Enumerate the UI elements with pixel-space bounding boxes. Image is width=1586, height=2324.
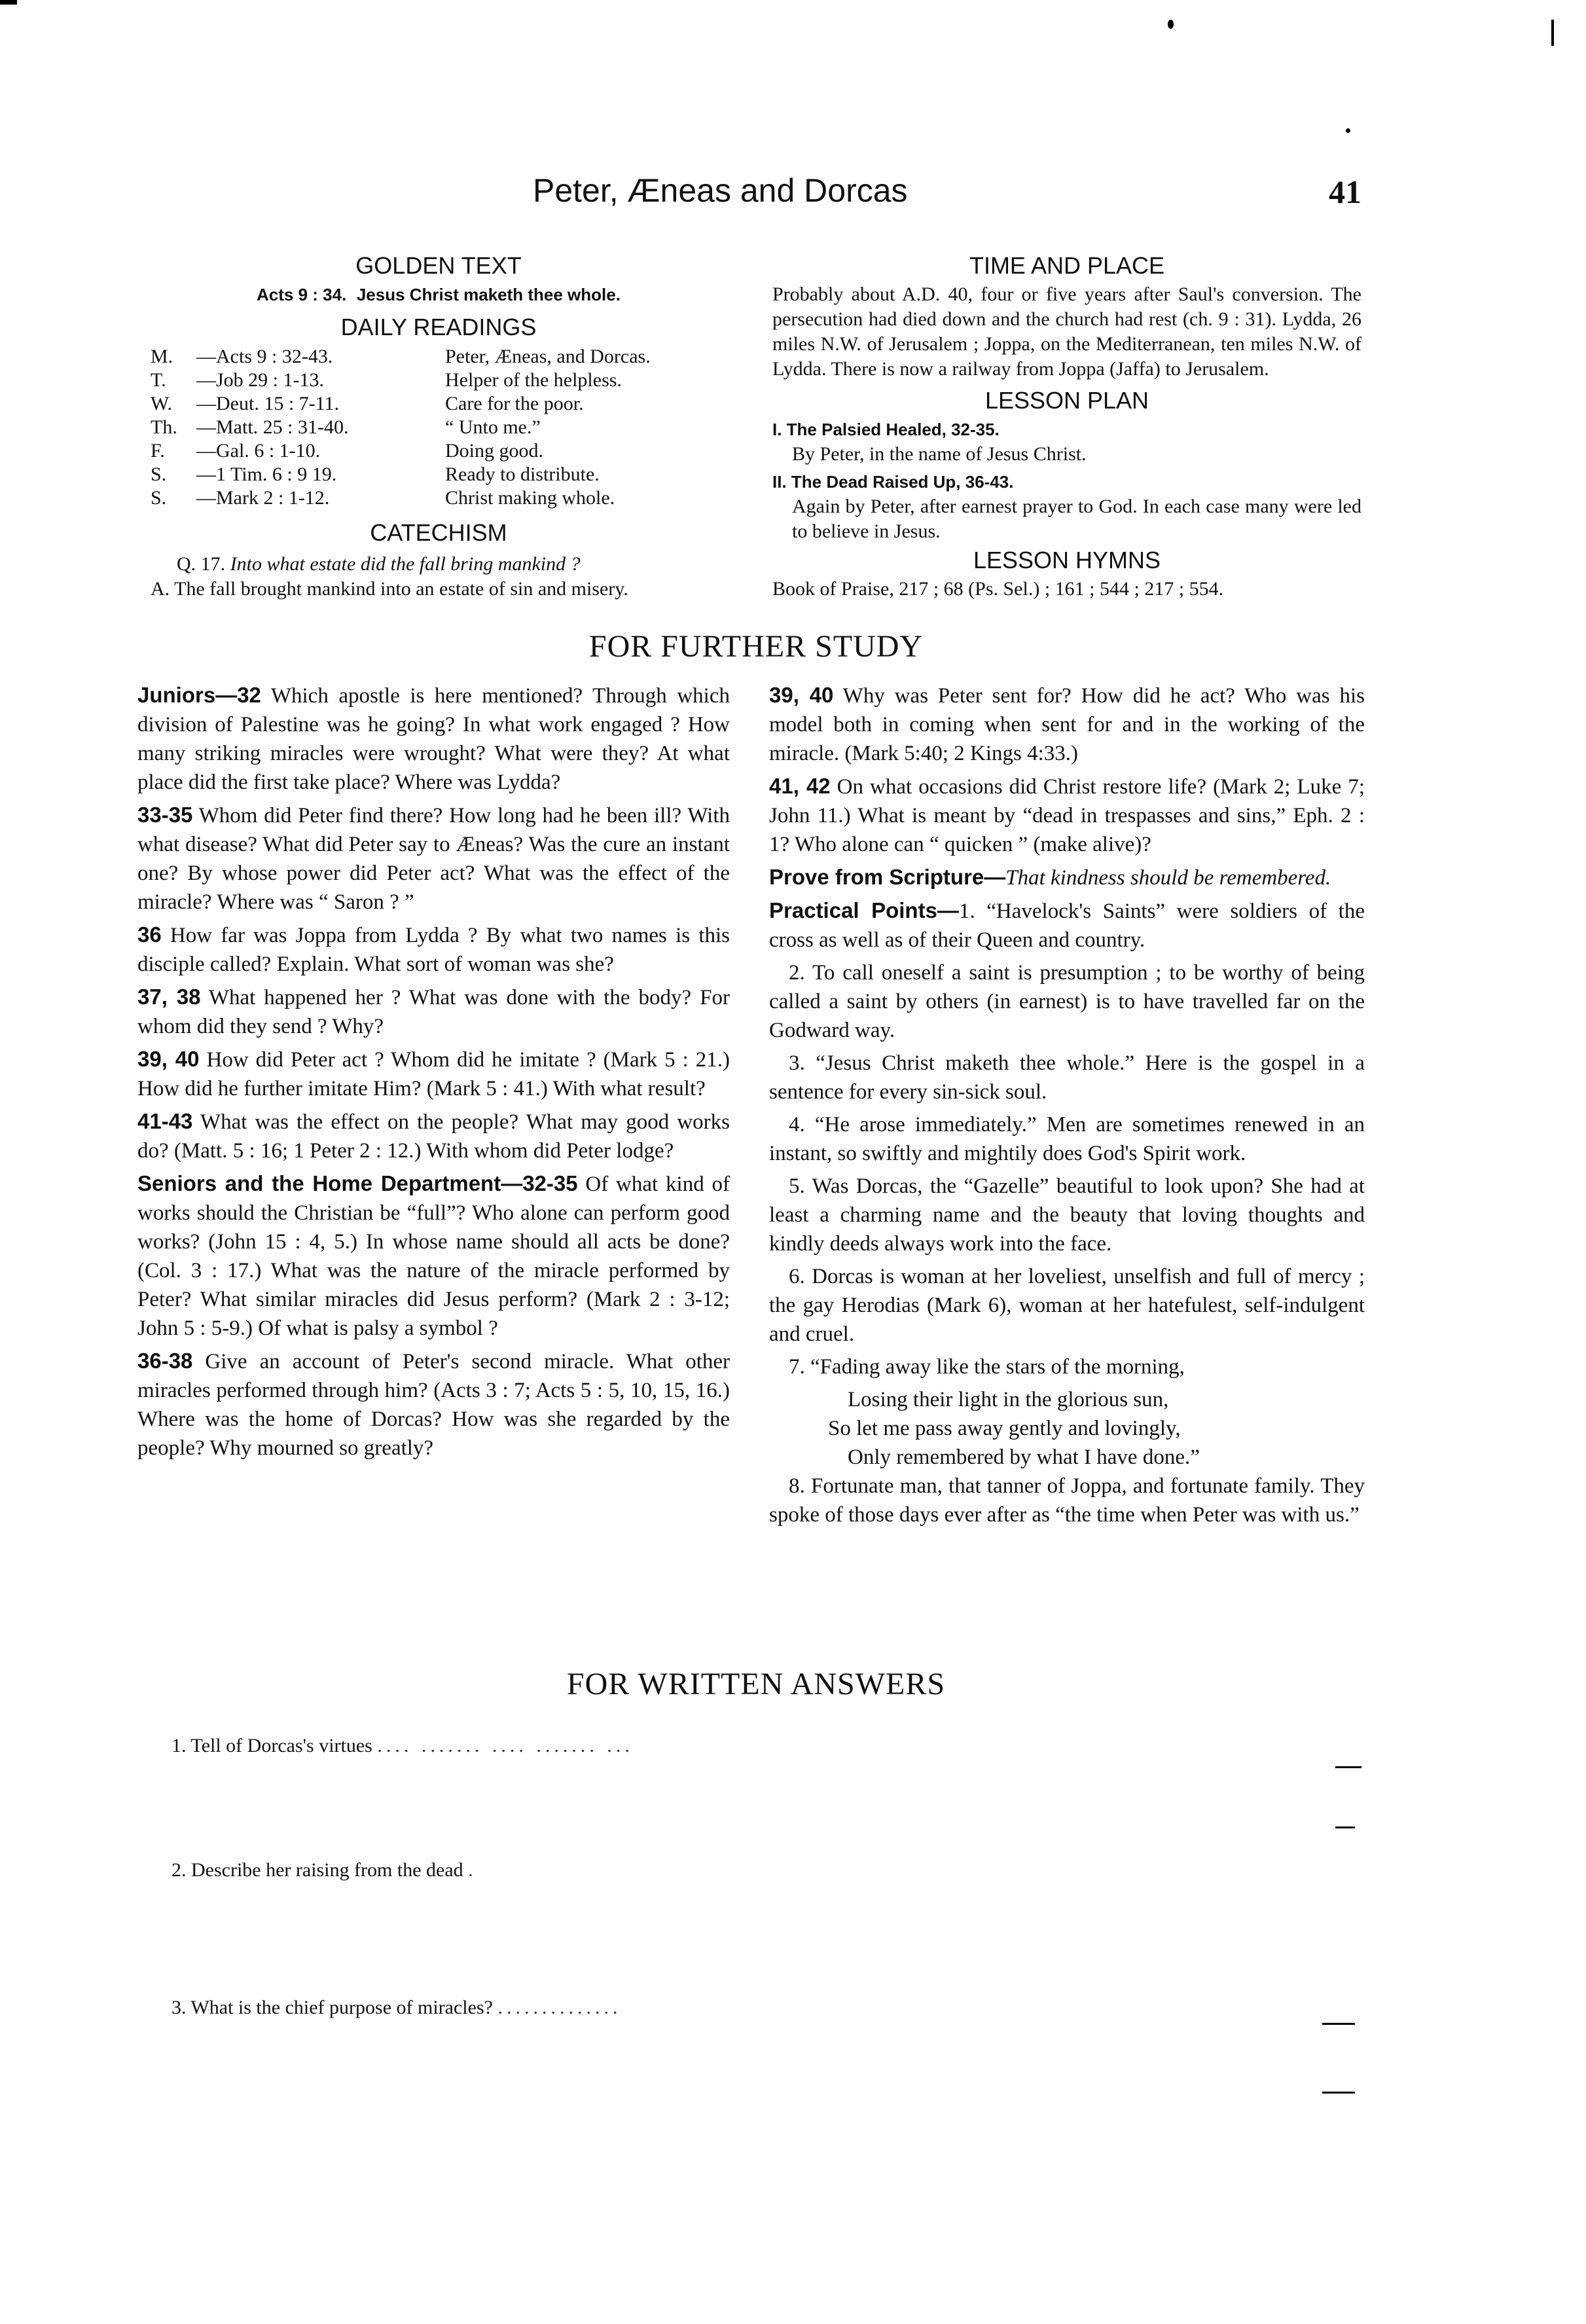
golden-text [151, 282, 727, 307]
study-paragraph [137, 983, 730, 1041]
time-place-heading: TIME AND PLACE [969, 252, 1165, 279]
answer-line-3[interactable]: .............. [497, 1997, 622, 2018]
golden-text-heading: GOLDEN TEXT [355, 252, 522, 279]
practical-point-text: 1. “Havelock's Saints” were soldiers of the cross as well as of their Queen and country. [769, 899, 1365, 952]
lesson-hymns-text: Book of Praise, 217 ; 68 (Ps. Sel.) ; 161 ; 544 ; 217 ; 554. [772, 578, 1224, 600]
reading-ref: —Gal. 6 : 1-10. [196, 440, 321, 462]
practical-points-1 [769, 896, 1365, 954]
reading-row [151, 486, 727, 510]
question-3-text: 3. What is the chief purpose of miracles? [171, 1997, 493, 2018]
further-study-heading: FOR FURTHER STUDY [588, 629, 924, 664]
plan-item-1-text: By Peter, in the name of Jesus Christ. [792, 443, 1087, 465]
reading-row [151, 463, 727, 486]
scan-speck [1346, 128, 1350, 133]
time-place-text: Probably about A.D. 40, four or five years after Saul's conversion. The persecution had died down and the church had rest (ch. 9 : 31). Lydda, 26 miles N.W. of Jerusalem ; Joppa, on the Mediterranean, ten miles N.W. of Lydda. There is now a railway from Joppa (Jaffa) to Jerusalem. [772, 283, 1361, 380]
further-study-left [137, 681, 730, 1466]
practical-point: 2. To call oneself a saint is presumption ; to be worthy of being called a saint by others (in earnest) is to have travelled far on the Godward way. [769, 961, 1365, 1042]
lesson-plan [772, 417, 1361, 544]
reading-ref: —1 Tim. 6 : 9 19. [196, 463, 337, 485]
lesson-plan-heading: LESSON PLAN [984, 387, 1149, 414]
prove-text: That kindness should be remembered. [1005, 866, 1331, 890]
plan-item-2-text: Again by Peter, after earnest prayer to God. In each case many were led to believe in Jesus. [792, 496, 1361, 542]
running-title: Peter, Æneas and Dorcas [533, 172, 908, 209]
question-text: Why was Peter sent for? How did he act? Who was his model both in coming when sent for and in the working of the miracle. (Mark 5:40; 2 Kings 4:33.) [769, 684, 1365, 765]
question-label: 33-35 [137, 803, 193, 827]
practical-label: Practical Points— [769, 898, 959, 922]
poem [769, 1385, 1365, 1472]
study-paragraph [769, 772, 1365, 859]
question-text: Of what kind of works should the Christian be “full”? Who alone can perform good works? (John 15 : 4, 5.) In whose name should all acts be done? (Col. 3 : 17.) What was the nature of the miracle performed by Peter? What similar miracles did Jesus perform? (Mark 2 : 3-12; John 5 : 5-9.) Of what is palsy a symbol ? [137, 1172, 730, 1340]
written-question-2 [171, 1859, 1363, 1881]
question-label: 37, 38 [137, 985, 201, 1009]
practical-point: 5. Was Dorcas, the “Gazelle” beautiful to look upon? She had at least a charming name and the beauty that loving thoughts and kindly deeds always work into the face. [769, 1174, 1365, 1256]
study-paragraph [137, 1107, 730, 1165]
catechism-question [151, 552, 727, 577]
question-label: 39, 40 [769, 683, 834, 707]
question-text: Give an account of Peter's second miracle. What other miracles performed through him? (Acts 3 : 7; Acts 5 : 5, 10, 15, 16.) Where was the home of Dorcas? How was she regarded by the people? Why mourned so greatly? [137, 1350, 730, 1460]
reading-day: M. [151, 346, 173, 367]
page-number: 41 [1329, 173, 1361, 210]
practical-point-8: 8. Fortunate man, that tanner of Joppa, and fortunate family. They spoke of those days ever after as “the time when Peter was with us.” [769, 1474, 1365, 1527]
question-label: 36 [137, 922, 162, 947]
practical-point: 7. “Fading away like the stars of the morning, [789, 1355, 1185, 1379]
reading-ref: —Deut. 15 : 7-11. [196, 393, 340, 414]
plan-item-1-title: I. The Palsied Healed, 32-35. [772, 420, 1000, 439]
question-label: Seniors and the Home Department—32-35 [137, 1171, 578, 1195]
scan-mark [0, 0, 17, 5]
study-paragraph [137, 1045, 730, 1103]
reading-title: Christ making whole. [445, 487, 615, 509]
question-label: Juniors—32 [137, 683, 261, 707]
practical-point: 3. “Jesus Christ maketh thee whole.” Here is the gospel in a sentence for every sin-sick soul. [769, 1051, 1365, 1104]
scan-speck [1168, 20, 1174, 29]
poem-line: Losing their light in the glorious sun, [848, 1388, 1169, 1411]
reading-title: Doing good. [445, 440, 543, 462]
written-answers-heading: FOR WRITTEN ANSWERS [566, 1667, 946, 1701]
study-paragraph [137, 920, 730, 979]
practical-point: 4. “He arose immediately.” Men are sometimes renewed in an instant, so swiftly and mightily does God's Spirit work. [769, 1113, 1365, 1165]
written-question-3 [171, 1997, 1363, 2019]
practical-point: 6. Dorcas is woman at her loveliest, unselfish and full of mercy ; the gay Herodias (Mark 6), woman at her hatefulest, self-indulgent and cruel. [769, 1265, 1365, 1346]
prove-from-scripture [769, 863, 1365, 892]
question-text: What was the effect on the people? What may good works do? (Matt. 5 : 16; 1 Peter 2 : 12.) With whom did Peter lodge? [137, 1110, 730, 1163]
question-text: How far was Joppa from Lydda ? By what two names is this disciple called? Explain. What sort of woman was she? [137, 924, 730, 976]
answer-line-end [1322, 2023, 1355, 2025]
golden-text-ref: Acts 9 : 34. [257, 285, 347, 304]
plan-item-2-title: II. The Dead Raised Up, 36-43. [772, 472, 1014, 492]
reading-row [151, 416, 727, 439]
study-paragraph [137, 681, 730, 797]
reading-ref: —Acts 9 : 32-43. [196, 346, 333, 367]
left-info-column [151, 252, 727, 602]
daily-readings-heading: DAILY READINGS [340, 314, 537, 340]
study-paragraph [137, 1347, 730, 1462]
question-label: 36-38 [137, 1349, 193, 1373]
question-text: What happened her ? What was done with the body? For whom did they send ? Why? [137, 986, 730, 1038]
daily-readings-table [151, 345, 727, 510]
study-paragraph [137, 1169, 730, 1343]
reading-title: Ready to distribute. [445, 463, 600, 485]
study-paragraph [769, 681, 1365, 768]
reading-title: Peter, Æneas, and Dorcas. [445, 346, 651, 367]
answer-line-end [1335, 1826, 1355, 1828]
answer-line-end [1322, 2092, 1355, 2094]
study-paragraph [137, 801, 730, 917]
reading-row [151, 392, 727, 416]
question-text: Whom did Peter find there? How long had he been ill? With what disease? What did Peter say to Æneas? Was the cure an instant one? By whose power did Peter act? What was the effect of the miracle? Where was “ Saron ? ” [137, 804, 730, 914]
answer-line-1[interactable]: .... ....... .... ....... ... [377, 1735, 634, 1756]
reading-day: W. [151, 393, 173, 414]
reading-row [151, 369, 727, 392]
question-text: Into what estate did the fall bring mankind ? [230, 553, 581, 575]
catechism-heading: CATECHISM [370, 519, 507, 546]
question-text: On what occasions did Christ restore life? (Mark 2; Luke 7; John 11.) What is meant by “dead in trespasses and sins,” Eph. 2 : 1? Who alone can “ quicken ” (make alive)? [769, 775, 1365, 856]
question-2-text: 2. Describe her raising from the dead [171, 1859, 463, 1881]
poem-line: Only remembered by what I have done.” [848, 1445, 1200, 1469]
question-text: Which apostle is here mentioned? Through which division of Palestine was he going? In what work engaged ? How many striking miracles were wrought? What were they? At what place did the first take place? Where was Lydda? [137, 684, 730, 794]
poem-line: So let me pass away gently and lovingly, [828, 1417, 1181, 1440]
question-1-text: 1. Tell of Dorcas's virtues [171, 1735, 372, 1756]
golden-text-verse: Jesus Christ maketh thee whole. [356, 285, 621, 304]
written-question-1 [171, 1735, 1363, 1757]
question-label: 41, 42 [769, 774, 831, 798]
reading-day: S. [151, 487, 167, 509]
reading-ref: —Matt. 25 : 31-40. [196, 416, 349, 438]
answer-line-end [1335, 1766, 1361, 1768]
further-study-right [769, 681, 1365, 1533]
reading-ref: —Job 29 : 1-13. [196, 369, 324, 391]
reading-row [151, 439, 727, 463]
answer-line-2[interactable]: . [468, 1859, 477, 1881]
question-label: 41-43 [137, 1109, 193, 1133]
right-info-column [772, 252, 1361, 602]
reading-day: T. [151, 369, 166, 391]
reading-day: S. [151, 463, 167, 485]
scan-mark [1551, 20, 1554, 46]
question-text: How did Peter act ? Whom did he imitate ? (Mark 5 : 21.) How did he further imitate Him? (Mark 5 : 41.) With what result? [137, 1048, 730, 1100]
lesson-hymns-heading: LESSON HYMNS [973, 547, 1161, 573]
reading-title: Care for the poor. [445, 393, 584, 414]
reading-ref: —Mark 2 : 1-12. [196, 487, 330, 509]
reading-title: “ Unto me.” [445, 416, 541, 438]
question-label: 39, 40 [137, 1047, 200, 1071]
reading-title: Helper of the helpless. [445, 369, 622, 391]
prove-label: Prove from Scripture— [769, 865, 1006, 889]
reading-row [151, 345, 727, 369]
question-number: Q. 17. [177, 553, 226, 575]
catechism-answer: A. The fall brought mankind into an estate of sin and misery. [151, 578, 628, 600]
reading-day: F. [151, 440, 165, 462]
reading-day: Th. [151, 416, 177, 438]
